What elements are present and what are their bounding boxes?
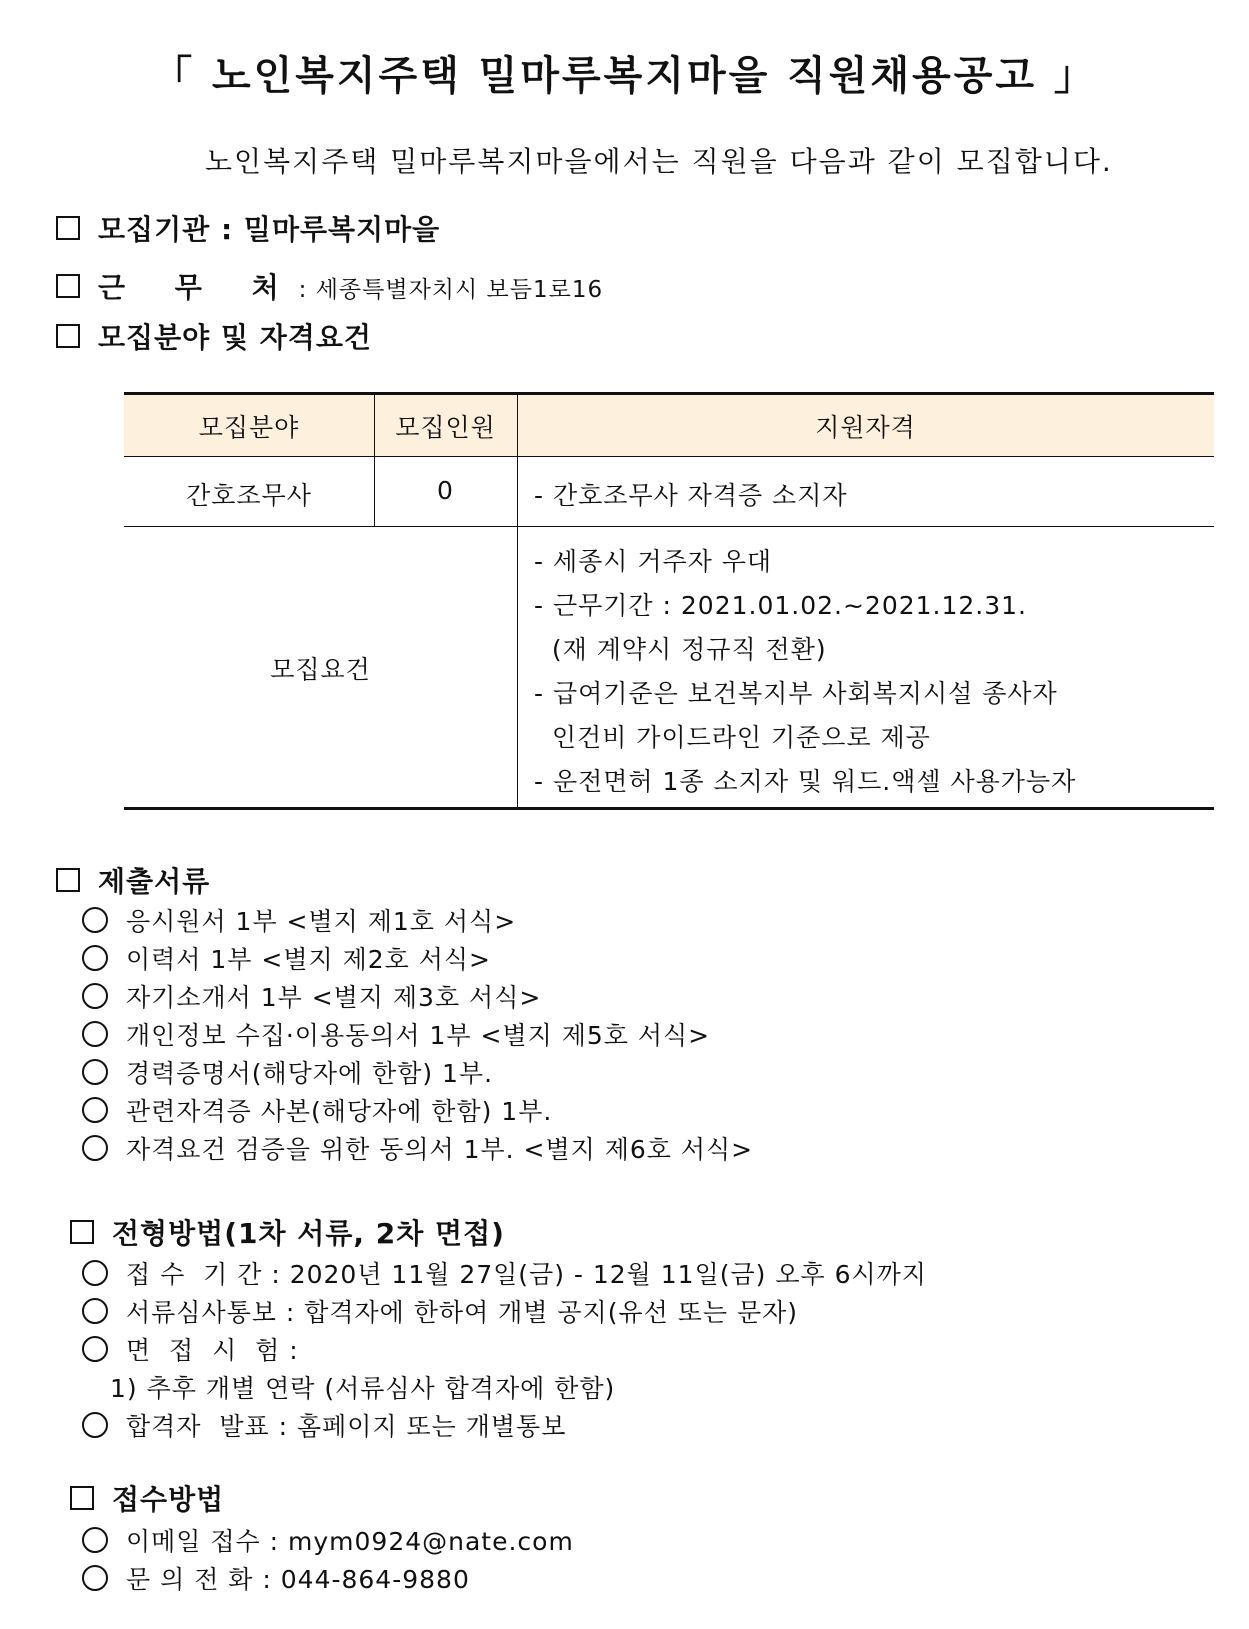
list-item-text: 접 수 기 간 : 2020년 11월 27일(금) - 12월 11일(금) 오후 6시까지 xyxy=(126,1260,927,1289)
requirement-item: (재 계약시 정규직 전환) xyxy=(534,635,827,664)
list-item xyxy=(82,1331,299,1367)
list-item-text: 합격자 발표 : 홈페이지 또는 개별통보 xyxy=(126,1412,567,1441)
checkbox-icon xyxy=(70,1220,94,1244)
section-workplace xyxy=(56,266,603,306)
requirement-item: - 급여기준은 보건복지부 사회복지시설 종사자 xyxy=(534,679,1058,708)
header-count: 모집인원 xyxy=(395,413,496,442)
requirement-item: - 운전면허 1종 소지자 및 워드.액셀 사용가능자 xyxy=(534,767,1077,796)
header-qualification: 지원자격 xyxy=(815,413,916,442)
list-item-text: 자기소개서 1부 <별지 제3호 서식> xyxy=(126,983,542,1012)
table-col-divider xyxy=(517,392,518,808)
requirement-item: 인건비 가이드라인 기준으로 제공 xyxy=(534,723,931,752)
circle-bullet-icon xyxy=(82,1527,108,1553)
circle-bullet-icon xyxy=(82,1097,108,1123)
documents-heading: 제출서류 xyxy=(98,865,211,898)
page-title: 「 노인복지주택 밀마루복지마을 직원채용공고 」 xyxy=(152,53,1097,99)
recruitment-table xyxy=(124,392,1214,812)
list-item-text: 이력서 1부 <별지 제2호 서식> xyxy=(126,945,491,974)
list-item xyxy=(82,902,516,938)
org-label: 모집기관 : xyxy=(98,213,234,246)
checkbox-icon xyxy=(56,274,80,298)
list-item xyxy=(82,1293,798,1329)
header-field: 모집분야 xyxy=(198,413,300,442)
intro-text: 노인복지주택 밀마루복지마을에서는 직원을 다음과 같이 모집합니다. xyxy=(205,145,1113,178)
section-selection xyxy=(70,1212,505,1252)
checkbox-icon xyxy=(56,216,80,240)
circle-bullet-icon xyxy=(82,945,108,971)
row-qualification: - 간호조무사 자격증 소지자 xyxy=(534,481,848,510)
workplace-value: : 세종특별자치시 보듬1로16 xyxy=(298,277,604,303)
workplace-label: 근 무 처 xyxy=(98,271,299,304)
list-item xyxy=(82,1522,574,1558)
circle-bullet-icon xyxy=(82,1135,108,1161)
list-item-text: 자격요건 검증을 위한 동의서 1부. <별지 제6호 서식> xyxy=(126,1135,754,1164)
row-field: 간호조무사 xyxy=(186,481,312,510)
circle-bullet-icon xyxy=(82,1260,108,1286)
list-item xyxy=(82,1560,470,1596)
row-count: 0 xyxy=(437,476,454,505)
checkbox-icon xyxy=(70,1486,94,1510)
list-item xyxy=(82,1016,710,1052)
table-divider xyxy=(124,526,1214,527)
list-item xyxy=(82,1092,552,1128)
fields-heading: 모집분야 및 자격요건 xyxy=(98,321,372,354)
org-value: 밀마루복지마을 xyxy=(243,213,441,246)
requirements-label: 모집요건 xyxy=(270,655,371,684)
section-application xyxy=(70,1478,224,1518)
section-organization xyxy=(56,208,440,248)
list-item-text: 면 접 시 험 : xyxy=(126,1336,299,1365)
table-bottom-border xyxy=(124,807,1214,810)
interview-note: 1) 추후 개별 연락 (서류심사 합격자에 한함) xyxy=(110,1374,616,1403)
table-top-border xyxy=(124,392,1214,395)
circle-bullet-icon xyxy=(82,983,108,1009)
list-item-text: 응시원서 1부 <별지 제1호 서식> xyxy=(126,907,517,936)
email-contact[interactable]: 이메일 접수 : mym0924@nate.com xyxy=(126,1527,574,1556)
list-item xyxy=(82,1054,493,1090)
circle-bullet-icon xyxy=(82,1021,108,1047)
list-item xyxy=(82,1407,566,1443)
circle-bullet-icon xyxy=(82,1298,108,1324)
list-item-text: 서류심사통보 : 합격자에 한하여 개별 공지(유선 또는 문자) xyxy=(126,1298,799,1327)
application-heading: 접수방법 xyxy=(112,1483,225,1516)
circle-bullet-icon xyxy=(82,907,108,933)
list-item xyxy=(82,1130,753,1166)
circle-bullet-icon xyxy=(82,1336,108,1362)
list-item-text: 경력증명서(해당자에 한함) 1부. xyxy=(126,1059,494,1088)
requirement-item: - 근무기간 : 2021.01.02.~2021.12.31. xyxy=(534,591,1028,620)
list-item-text: 개인정보 수집·이용동의서 1부 <별지 제5호 서식> xyxy=(126,1021,711,1050)
list-item-text: 관련자격증 사본(해당자에 한함) 1부. xyxy=(126,1097,553,1126)
checkbox-icon xyxy=(56,324,80,348)
section-fields xyxy=(56,316,372,356)
table-divider xyxy=(124,456,1214,457)
requirement-item: - 세종시 거주자 우대 xyxy=(534,547,773,576)
section-documents xyxy=(56,860,210,900)
circle-bullet-icon xyxy=(82,1059,108,1085)
phone-contact: 문 의 전 화 : 044-864-9880 xyxy=(126,1565,470,1594)
circle-bullet-icon xyxy=(82,1412,108,1438)
list-item xyxy=(82,940,491,976)
circle-bullet-icon xyxy=(82,1565,108,1591)
checkbox-icon xyxy=(56,868,80,892)
list-item xyxy=(82,978,541,1014)
list-item xyxy=(82,1255,927,1291)
selection-heading: 전형방법(1차 서류, 2차 면접) xyxy=(112,1217,505,1250)
